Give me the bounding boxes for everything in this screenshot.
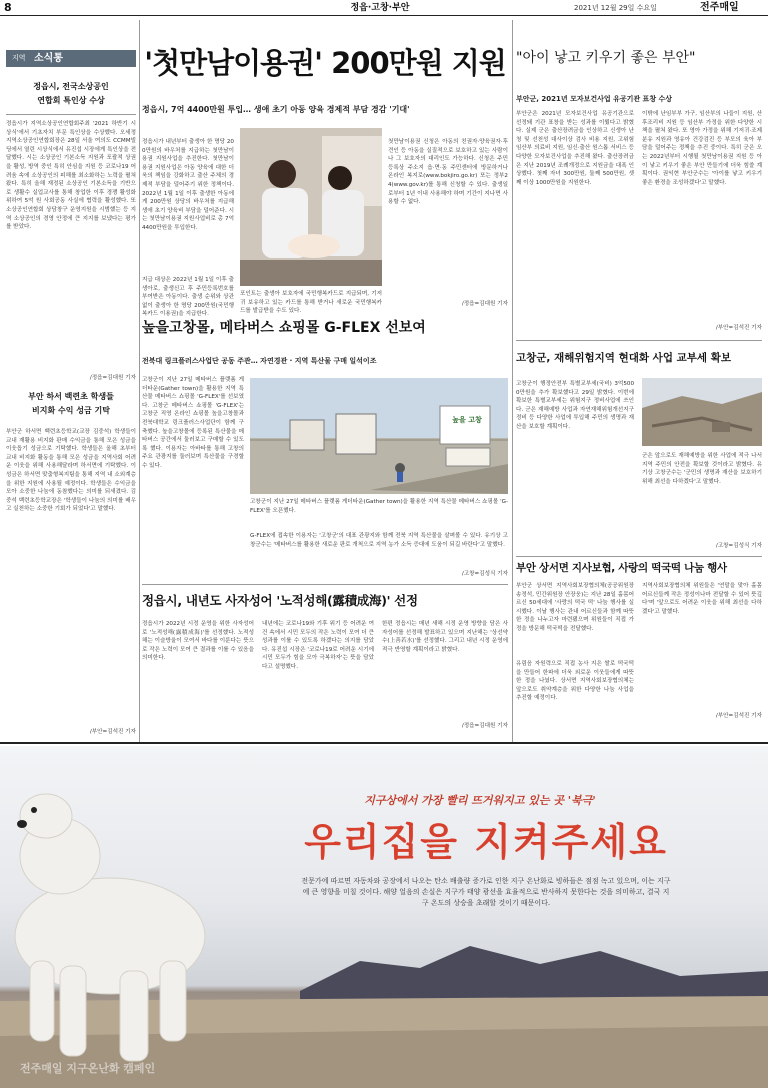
buan-award-headline: "아이 낳고 키우기 좋은 부안" xyxy=(516,50,696,66)
divider xyxy=(6,114,136,115)
sidebar-item2-title xyxy=(6,390,136,418)
sidebar-item1-title-line1: 정읍시, 전국소상공인 xyxy=(33,82,109,91)
buan-award-col2: 이밖에 난임부부 가구, 임산부의 나들이 지원, 산후조리비 지원 등 임산부 가정을 위한 다양한 시책을 펼쳐 왔다. 또 영아 가정을 위해 기저귀·조제분유 지원과 영유아 건강검진 등 부모의 육아 부담을 덜어주는 정책을 추진 중이다. 특히 군은 오는 2022년부터 시행될 첫만남이용권 지원 등 아이 낳고 키우기 좋은 부안 만들기에 더욱 힘쓸 계획이다. 권익현 부안군수는 '아이를 낳고 키우기 좋은 환경을 조성하겠다'고 말했다. xyxy=(642,111,762,186)
sidebar-label xyxy=(6,50,136,67)
newspaper-brand: 전주매일 xyxy=(700,2,739,13)
main-photo xyxy=(240,128,382,286)
gflex-col3: G-FLEX에 접속한 이용자는 '고창군'의 대표 관광지와 함께 전북 지역 특산물을 살펴볼 수 있다. 유기상 고창군수는 '메타버스를 활용한 새로운 판로 개척으로 지역 농가 소득 증대에 도움이 되길 바란다'고 말했다. xyxy=(250,533,508,548)
sidebar-item1-body: 정읍시가 지역소상공인연합회주최 '2021 하반기 시상식'에서 기초자치 부문 특인상을 수상했다. 오세정 지역소상공인연합회장은 28일 서울 여의도 CCMM빌딩에서 열린 시상식에서 유진섭 시장에게 특인상을 전달했다. 시는 소상공인 기본소득 지원과 포괄적 상권을 활성, 방역 중인 특히 안심을 지원 등 코로나19 어려움 속에 소상공인의 피해를 최소화하는 노력을 펼쳐왔다. 특히 올해 재정된 소상공인 기본소득을 기반으로 생활수 실업교사를 통해 창업한 이후 경쟁 활성화 위하여 5억 원 사회공동 사실에 협력을 활성했다. 또 소상공인연합회 상담창구 운영지원을 시범했는 등 지역 소상공인의 경영 안정에 큰 지지를 보냈다는 평가를 받았다. xyxy=(6,121,136,231)
sidebar-item2-title-line1: 부안 하서 백련초 학생들 xyxy=(28,392,114,401)
ad-tagline xyxy=(330,794,630,808)
gflex-photo-caption: 고창군이 지난 27일 메타버스 플랫폼 게더타운(Gather town)을 활용한 지역 특산물 메타버스 쇼핑몰 'G-FLEX'를 오픈했다. xyxy=(250,499,508,514)
buan-sharing-col2: 유림음 자원력으로 직접 농사 지은 쌀로 떡국떡을 만들어 한파에 더욱 외로운 이웃들에게 따뜻한 정을 나눴다. 상서면 지역사회보장협의체는 앞으로도 취약계층을 위한 다양한 나눔 사업을 추진할 예정이다. xyxy=(516,661,634,702)
buan-award-subhead: 부안군, 2021년 모자보건사업 유공기관 표창 수상 xyxy=(516,95,673,103)
gochang-photo xyxy=(642,378,762,446)
gflex-credit: /고창=김성식 기자 xyxy=(461,571,508,577)
idiom-credit: /정읍=김대원 기자 xyxy=(461,723,508,729)
climate-ad xyxy=(0,746,768,1088)
gflex-headline: 높을고창몰, 메타버스 쇼핑몰 G-FLEX 선보여 xyxy=(142,320,426,336)
sidebar-item1-title-line2: 연합회 특인상 수상 xyxy=(37,96,105,105)
gochang-award-credit: /고창=김성식 기자 xyxy=(715,543,762,549)
main-headline: '첫만남이용권' 200만원 지원 xyxy=(144,46,506,80)
buan-award-col1: 부안군은 2021년 모자보건사업 유공기관으로 선정돼 기관 표창을 받는 성과를 이뤘다고 밝혔다. 실제 군은 출산장려금을 인상하고 신생아 난청 및 선천성 대사이상 검사 비용 지원, 고위험 임산부 의료비 지원, 임신·출산 원스톱 서비스 등 다양한 모자보건사업을 추진해 왔다. 출산장려금은 지난 2019년 조례개정으로 지원금을 대폭 인상했다. 첫째 자녀 300만원, 둘째 500만원, 셋째 이상 1000만원을 지원한다. xyxy=(516,111,634,186)
idiom-col1: 정읍시가 2022년 시정 운영을 위한 사자성어로 '노적성해(露積成海)'를 선정했다. 노적성해는 이슬방울이 모여서 바다를 이룬다는 뜻으로 작은 노력이 모여 큰 결과를 이룰 수 있음을 의미한다. xyxy=(142,621,254,662)
sidebar-label-region: 지역 xyxy=(12,54,26,62)
gflex-subhead: 전북대 링크플러스사업단 공동 주관… 자연경관 · 지역 특산물 구매 일석이조 xyxy=(142,357,377,365)
main-subhead: 정읍시, 7억 4400만원 투입… 생애 초기 아동 양육 경제적 부담 경감 '기대' xyxy=(142,105,410,114)
buan-sharing-col1: 부안군 상서면 지역사회보장협의체(공공위원장 송정석, 민간위원장 안장웅)는 지난 28일 홀몸어르신 50세대에 '사랑의 떡국 떡' 나눔 행사를 실시했다. 이날 행사는 관내 어르신들과 함께 따뜻한 정을 나누고자 마련됐으며 위원들이 직접 가정을 방문해 떡국떡을 전달했다. xyxy=(516,583,634,632)
main-col2: 지급 대상은 2022년 1월 1일 이후 출생아로, 출생신고 후 주민등록번호를 부여받은 아동이다. 출생 순위와 상관없이 출생아 한 명당 200만원(국민행복카드 이용권)을 지급한다. xyxy=(142,277,234,318)
sidebar-item2-body: 부안군 하서면 백련초등학교(교장 김중석) 학생들이 교내 재활용 비지화 판매 수익금을 통해 모은 성금을 이웃돕기 성금으로 기탁했다. 학생들은 올해 초부터 교내 비지화 활동을 통해 모은 성금을 지역사회 어려운 이웃을 위해 사용해달라며 하서면에 기탁했다. 이 성금은 하서면 맞춤형복지팀을 통해 지역 내 소외계층을 위한 지원에 사용될 예정이다. 학생들은 수익금을 모아 소중한 나눔에 동참했다는 의미를 되새겼다. 김중석 백련초등학교장은 '학생들이 나눔의 의미를 배우고 실천하는 소중한 기회가 되었다'고 말했다. xyxy=(6,429,136,513)
photo-illustration xyxy=(240,128,382,286)
idiom-headline: 정읍시, 내년도 사자성어 '노적성해(露積成海)' 선정 xyxy=(142,593,418,608)
main-credit: /정읍=김대원 기자 xyxy=(461,301,508,307)
buan-sharing-col3: 지역사회보장협의체 위원들은 '연말을 맞아 홀몸어르신들께 작은 정성이나마 전달할 수 있어 뜻깊다'며 '앞으로도 어려운 이웃을 위해 최선을 다하겠다'고 말했다. xyxy=(642,583,762,615)
ad-body: 전문가에 따르면 자동차와 공장에서 나오는 탄소 배출량 증가로 인한 지구 온난화로 빙하들은 점점 녹고 있으며, 이는 지구에 큰 영향을 미칠 것이다. 해양 얼음의 손실은 지구가 태양 광선을 효율적으로 반사하지 못한다는 것을 의미하고, 결국 지구 온도의 상승을 초래할 것이기 때문이다. xyxy=(301,877,671,907)
sidebar-item1-title xyxy=(6,80,136,108)
ad-tagline-text: 지구상에서 가장 빨리 뜨거워지고 있는 곳 '북극' xyxy=(364,794,596,807)
sidebar-item2-title-line2: 비지화 수익 성금 기탁 xyxy=(32,406,110,415)
main-col1: 정읍시가 내년부터 출생아 한 명당 200만원의 바우처를 지급하는 첫만남이용권 지원사업을 추진한다. 첫만남이용권 지원사업은 아동 양육에 대한 더욱의 책임을 강화하고 출산 주체의 경제적 부담을 덜어주기 위한 정책이다. 2022년 1월 1일 이후 출생한 아동에게 200만원 상당의 바우처를 지급해 생애 초기 양육비 부담을 덜어준다. 시는 첫만남이용권 지원사업비로 총 7억 4400만원을 투입한다. xyxy=(142,139,234,231)
main-photo-caption: 포인트는 출생아 보호자에 국민행복카드로 지급되며, 기저귀 보유하고 있는 카드를 통해 받거나 새로운 국민행복카드를 발급받을 수도 있다. xyxy=(240,291,382,315)
gflex-photo xyxy=(250,378,508,494)
column-rule xyxy=(139,20,140,742)
sidebar-label-title: 소식통 xyxy=(34,53,63,64)
page-number: 8 xyxy=(4,1,12,14)
page-header xyxy=(0,0,768,16)
sidebar-item1-credit: /정읍=김대원 기자 xyxy=(89,375,136,381)
main-col3: 첫만남이용권 신청은 아동의 친권자·양육권자·후견인 등 아동을 실질적으로 보호하고 있는 사람이나 그 보호자의 대리인도 가능하다. 신청은 주민등록상 주소지 읍·면·동 주민센터에 방문하거나 온라인 복지로(www.bokjiro.go.kr) 또는 정부24(www.gov.kr)를 통해 신청할 수 있다. 출생일로부터 1년 이내 사용해야 하며 기간이 지나면 사용할 수 없다. xyxy=(388,139,508,206)
ad-top-rule xyxy=(0,742,768,744)
damaged-slope-illustration xyxy=(642,378,762,446)
idiom-col3: 한편 정읍시는 매년 새해 시정 운영 방향을 담은 사자성어를 선정해 발표하고 있으며 지난해는 '상선약수(上善若水)'를 선정했다. 그리고 내년 시정 운영에 적극 반영할 계획이라고 밝혔다. xyxy=(382,621,508,653)
column-rule xyxy=(512,20,513,742)
gochang-award-col3: 군은 앞으로도 재해예방을 위한 사업에 적극 나서 지역 주민의 안전을 확보할 것이라고 밝혔다. 유기상 고창군수는 '군민의 생명과 재산을 보호하기 위해 최선을 다하겠다'고 말했다. xyxy=(642,453,762,485)
photo-sign: 높을 고창 xyxy=(452,416,482,424)
gochang-award-col1: 고창군이 행정안전부 특별교부세(국비) 3억5000만원을 추가 확보했다고 29일 밝혔다. 이번에 확보한 특별교부세는 위험지구 정비사업에 쓰인다. 군은 재해예방 사업과 자연재해위험개선지구 정비 등 다양한 사업에 투입해 주민의 생명과 재산을 보호할 계획이다. xyxy=(516,381,634,430)
divider xyxy=(516,340,762,341)
divider xyxy=(516,556,762,557)
gochang-award-headline: 고창군, 재해위험지역 현대화 사업 교부세 확보 xyxy=(516,352,731,364)
sidebar-item2-credit: /부안=김석진 기자 xyxy=(89,729,136,735)
divider xyxy=(142,584,508,585)
buan-sharing-headline: 부안 상서면 지사보협, 사랑의 떡국떡 나눔 행사 xyxy=(516,562,727,574)
gflex-col1: 고창군이 지난 27일 메타버스 플랫폼 게더타운(Gather town)을 활용한 지역 특산물 메타버스 쇼핑몰 'G-FLEX'를 선보였다. 고창군 메타버스 쇼핑몰 'G-FLEX'는 고창군 직영 온라인 쇼핑몰 높을고창몰과 전북대학교 링크플러스사업단이 함께 구축했다. 높을고창몰에 등록된 특산물을 메타버스 공간에서 둘러보고 구매할 수 있도록 했다. 이용자는 아바타를 통해 고창의 주요 관광지를 둘러보며 특산물을 구경할 수 있다. xyxy=(142,377,244,469)
issue-date: 2021년 12월 29일 수요일 xyxy=(574,4,657,12)
section-title: 정읍·고창·부안 xyxy=(350,3,410,13)
buan-sharing-credit: /부안=김석진 기자 xyxy=(715,713,762,719)
buan-award-credit: /부안=김석진 기자 xyxy=(715,325,762,331)
metaverse-illustration xyxy=(250,378,508,494)
ad-headline: 우리집을 지켜주세요 xyxy=(304,820,668,864)
ad-watermark: 전주매일 지구온난화 캠페인 xyxy=(20,1062,156,1075)
idiom-col2: 내년에는 코로나19와 기후 위기 등 어려운 여건 속에서 시민 모두의 작은 노력이 모여 더 큰 성과를 이룰 수 있도록 하겠다는 의지를 담았다. 유진섭 시장은 '코로나19로 어려운 시기에 시민 모두가 힘을 모아 극복하자'는 뜻을 담았다고 설명했다. xyxy=(262,621,374,670)
